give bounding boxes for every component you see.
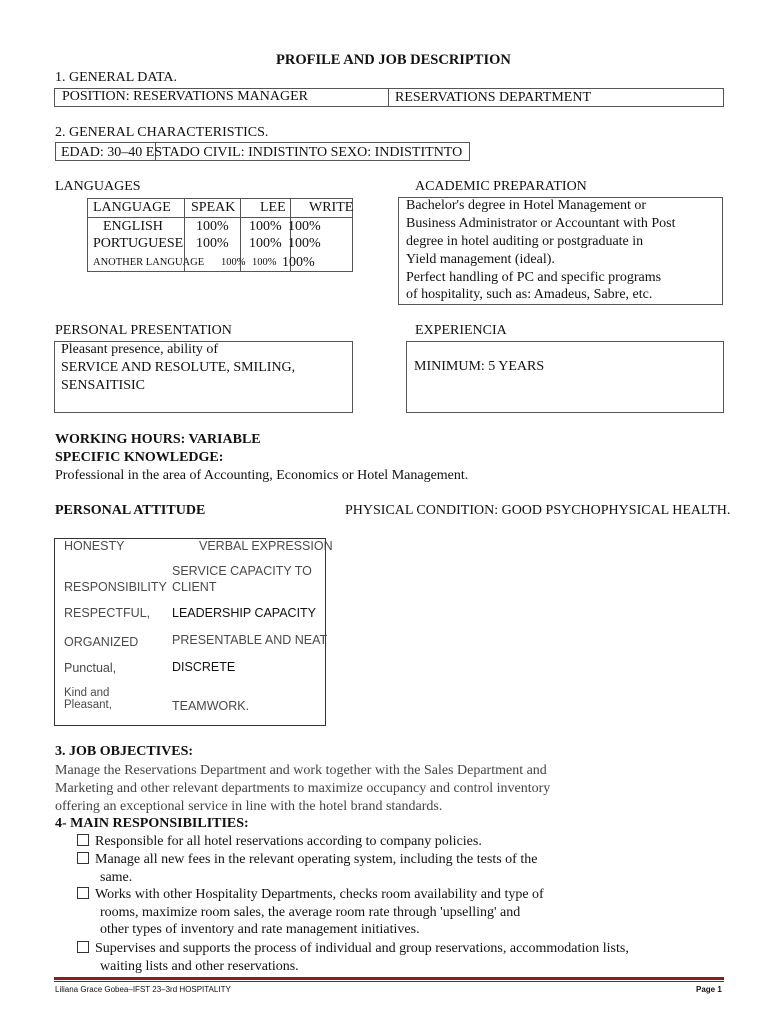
job-objectives-heading: 3. JOB OBJECTIVES:: [55, 744, 194, 759]
experience-box: [406, 341, 724, 413]
lang-row-write: 100%: [288, 236, 321, 251]
academic-line: Bachelor's degree in Hotel Management or: [406, 198, 647, 213]
responsibility-continuation: rooms, maximize room sales, the average room rate through 'upselling' and: [100, 905, 521, 920]
lang-row-write: 100%: [282, 255, 315, 270]
responsibility-item: [77, 834, 482, 850]
responsibility-continuation: waiting lists and other reservations.: [100, 959, 299, 974]
general-data-divider: [388, 89, 389, 106]
attitude-item: ORGANIZED: [64, 635, 139, 649]
responsibility-text: Works with other Hospitality Departments, checks room availability and type of: [95, 887, 544, 902]
working-hours: WORKING HOURS: VARIABLE: [55, 432, 261, 447]
lang-row-language: PORTUGUESE: [93, 236, 184, 251]
department-value: RESERVATIONS DEPARTMENT: [395, 90, 592, 105]
responsibility-text: Responsible for all hotel reservations according to company policies.: [95, 834, 482, 849]
responsibility-continuation: other types of inventory and rate management initiatives.: [100, 922, 420, 937]
academic-line: Yield management (ideal).: [406, 252, 555, 267]
lang-row-divider: [88, 217, 352, 218]
checkbox-bullet-icon: [77, 834, 89, 846]
academic-line: Business Administrator or Accountant with Post: [406, 216, 676, 231]
checkbox-bullet-icon: [77, 887, 89, 899]
academic-line: degree in hotel auditing or postgraduate in: [406, 234, 644, 249]
general-data-heading: 1. GENERAL DATA.: [55, 70, 178, 85]
attitude-item: LEADERSHIP CAPACITY: [172, 606, 317, 620]
physical-condition: PHYSICAL CONDITION: GOOD PSYCHOPHYSICAL HEALTH.: [345, 503, 731, 518]
lang-row-lee: 100%: [249, 219, 282, 234]
attitude-item: CLIENT: [172, 580, 217, 594]
academic-heading: ACADEMIC PREPARATION: [415, 179, 587, 194]
attitude-item: TEAMWORK.: [172, 699, 250, 713]
job-objectives-line: Manage the Reservations Department and work together with the Sales Department and: [55, 763, 547, 778]
presentation-line: SENSAITISIC: [61, 378, 146, 393]
attitude-item: Punctual,: [64, 661, 117, 675]
general-characteristics-heading: 2. GENERAL CHARACTERISTICS.: [55, 125, 269, 140]
specific-knowledge-heading: SPECIFIC KNOWLEDGE:: [55, 450, 224, 465]
general-characteristics-line: EDAD: 30–40 ESTADO CIVIL: INDISTINTO SEXO: INDISTITNTO: [61, 145, 463, 160]
responsibility-item: [77, 887, 544, 903]
attitude-item: SERVICE CAPACITY TO: [172, 564, 312, 578]
attitude-item: PRESENTABLE AND NEAT: [172, 633, 328, 647]
experience-value: MINIMUM: 5 YEARS: [414, 359, 545, 374]
lang-row-speak: 100%: [196, 219, 229, 234]
footer-rule-thin: [54, 981, 724, 982]
personal-attitude-heading: PERSONAL ATTITUDE: [55, 503, 206, 518]
lang-row-language: ANOTHER LANGUAGE: [93, 257, 205, 268]
personal-presentation-heading: PERSONAL PRESENTATION: [55, 323, 232, 338]
responsibility-text: Supervises and supports the process of individual and group reservations, accommodation lists,: [95, 941, 629, 956]
attitude-item: VERBAL EXPRESSION: [199, 539, 333, 553]
attitude-item: RESPECTFUL,: [64, 606, 151, 620]
lang-row-language: ENGLISH: [103, 219, 163, 234]
job-objectives-line: Marketing and other relevant departments to maximize occupancy and control inventory: [55, 781, 551, 796]
attitude-item: Pleasant,: [64, 699, 112, 711]
lang-header-language: LANGUAGE: [93, 200, 171, 215]
attitude-item: DISCRETE: [172, 660, 236, 674]
footer-author: Liliana Grace Gobea–IFST 23–3rd HOSPITALITY: [55, 985, 231, 994]
job-objectives-line: offering an exceptional service in line with the hotel brand standards.: [55, 799, 443, 814]
lang-header-speak: SPEAK: [191, 200, 236, 215]
lang-row-lee: 100%: [252, 257, 277, 268]
position-value: POSITION: RESERVATIONS MANAGER: [62, 89, 308, 104]
presentation-line: Pleasant presence, ability of: [61, 342, 219, 357]
lang-header-lee: LEE: [260, 200, 286, 215]
lang-row-speak: 100%: [221, 257, 246, 268]
responsibility-text: Manage all new fees in the relevant operating system, including the tests of the: [95, 852, 538, 867]
lang-row-write: 100%: [288, 219, 321, 234]
lang-row-lee: 100%: [249, 236, 282, 251]
responsibility-item: [77, 852, 537, 868]
page-title: PROFILE AND JOB DESCRIPTION: [276, 52, 511, 68]
page-number: Page 1: [696, 985, 722, 994]
specific-knowledge-text: Professional in the area of Accounting, Economics or Hotel Management.: [55, 468, 469, 483]
responsibility-continuation: same.: [100, 870, 133, 885]
footer-rule: [54, 977, 724, 980]
academic-line: Perfect handling of PC and specific programs: [406, 270, 662, 285]
lang-row-speak: 100%: [196, 236, 229, 251]
attitude-item: Kind and: [64, 687, 110, 699]
checkbox-bullet-icon: [77, 852, 89, 864]
academic-line: of hospitality, such as: Amadeus, Sabre, etc.: [406, 287, 653, 302]
experience-heading: EXPERIENCIA: [415, 323, 507, 338]
general-data-box: [54, 88, 724, 107]
checkbox-bullet-icon: [77, 941, 89, 953]
attitude-item: RESPONSIBILITY: [64, 580, 167, 594]
lang-header-write: WRITE: [309, 200, 354, 215]
responsibility-item: [77, 941, 629, 957]
responsibilities-heading: 4- MAIN RESPONSIBILITIES:: [55, 816, 249, 831]
languages-heading: LANGUAGES: [55, 179, 141, 194]
attitude-item: HONESTY: [64, 539, 125, 553]
presentation-line: SERVICE AND RESOLUTE, SMILING,: [61, 360, 296, 375]
